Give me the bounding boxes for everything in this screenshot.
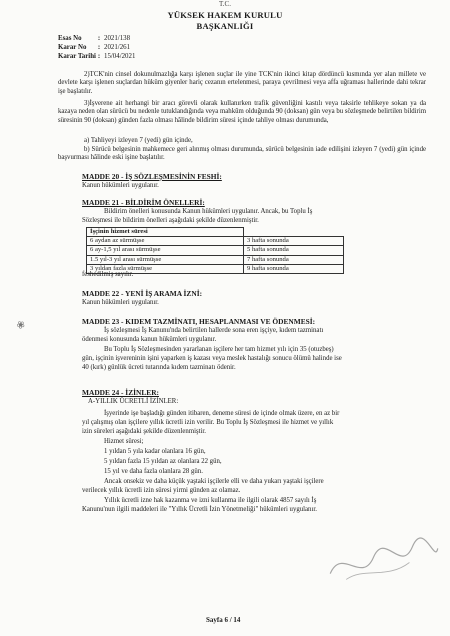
madde-21-line-2: Sözleşmesi ile bildirim önelleri aşağıdaki şekilde düzenlenmiştir. [82, 217, 259, 224]
table-row [87, 246, 344, 255]
header-subtitle: BAŞKANLIĞI [196, 21, 254, 31]
madde-22-body: Kanun hükümleri uygulanır. [82, 299, 159, 306]
madde-24-line-9: verilecek yıllık ücretli izin süresi yirmi günden az olamaz. [82, 487, 241, 494]
table-cell-service: 6 aydan az sürmüşse [87, 237, 244, 246]
header-title: YÜKSEK HAKEM KURULU [167, 10, 283, 20]
meta-value: 2021/261 [104, 44, 131, 51]
table-cell-service: 3 yıldan fazla sürmüşse [87, 264, 244, 273]
table-cell-service: 1.5 yıl-3 yıl arası sürmüşse [87, 255, 244, 264]
madde-24-line-5: 1 yıldan 5 yıla kadar olanlara 16 gün, [104, 448, 206, 455]
table-cell-notice: 9 hafta sonunda [244, 264, 344, 273]
meta-key: Karar No [58, 44, 87, 51]
madde-24-line-10: Yıllık ücretli izne hak kazanma ve izni kullanma ile ilgili olarak 4857 sayılı İş [104, 497, 317, 504]
madde-21-title: MADDE 21 - BİLDİRİM ÖNELLERİ: [82, 198, 205, 207]
madde-24-line-4: Hizmet süresi; [104, 438, 144, 445]
meta-value: 2021/138 [104, 35, 131, 42]
madde-24-line-11: Kanunu'nun ilgili maddeleri ile "Yıllık Ücretli İzin Yönetmeliği" hükümleri uygulanır. [82, 506, 317, 513]
table-row [87, 255, 344, 264]
table-cell-notice: 3 hafta sonunda [244, 237, 344, 246]
madde-24-line-6: 5 yıldan fazla 15 yıldan az olanlara 22 gün, [104, 458, 222, 465]
madde-24-title: MADDE 24 - İZİNLER: [82, 388, 159, 397]
signature-scribble [321, 528, 447, 594]
header-tc: T.C. [219, 0, 231, 8]
madde-23-line-5: 40 (kırk) günlük ücreti tutarında kıdem tazminatı ödenir. [82, 364, 236, 371]
table-cell-notice: 5 hafta sonunda [244, 246, 344, 255]
madde-24-line-7: 15 yıl ve daha fazla olanlara 28 gün. [104, 468, 203, 475]
meta-value: 15/04/2021 [104, 53, 136, 60]
madde-24-line-2: yıl çalışmış olan işçilere yıllık ücretli izin verilir. Bu Toplu İş Sözleşmesi ile hizmet ve yıllık [82, 419, 334, 426]
meta-key: Karar Tarihi [58, 53, 96, 60]
table-header-row [87, 228, 344, 237]
madde-23-line-2: ödenmesi konusunda kanun hükümleri uygulanır. [82, 336, 217, 343]
meta-key: Esas No [58, 35, 82, 42]
madde-21-after-table: feshedilmiş sayılır. [82, 271, 134, 278]
meta-row-tarih: Karar Tarihi : 15/04/2021 [58, 53, 136, 60]
table-row [87, 237, 344, 246]
paragraph-3a: a) Tahliyeyi izleyen 7 (yedi) gün içinde, [84, 137, 193, 144]
madde-22-title: MADDE 22 - YENİ İŞ ARAMA İZNİ: [82, 289, 203, 298]
table-header-cell: İşçinin hizmet süresi [87, 228, 244, 237]
page-number: Sayfa 6 / 14 [206, 616, 241, 624]
paragraph-3: 3)İşverene ait herhangi bir aracı görevli olarak kullanırken trafik güvenliğini kastılı veya taksirle tehlikeye sokan ya da kazaya neden olan sürücü bu nedenle tutuklandığında veya mahkûm olduğunda 90 (doksan) gün veya bu sözleşmede belirtilen bildirim süresinin 90 (doksan) günden fazla olması hâlinde bildirim süresi içinde tahliye olması durumunda, [58, 100, 426, 124]
madde-24-subtitle: A-YILLIK ÜCRETLİ İZİNLER: [88, 398, 179, 405]
paragraph-3b: b) Sürücü belgesinin mahkemece geri alınmış olması durumunda, sürücü belgesinin iade edilişini izleyen 7 (yedi) gün içinde başvurması hâlinde eski işine başlatılır. [58, 146, 426, 162]
table-cell-service: 6 ay-1,5 yıl arası sürmüşse [87, 246, 244, 255]
madde-20-body: Kanun hükümleri uygulanır. [82, 182, 159, 189]
madde-23-line-1: İş sözleşmesi İş Kanunu'nda belirtilen hallerde sona eren işçiye, kıdem tazminatı [104, 327, 324, 334]
paragraph-2: 2)TCK'nin cinsel dokunulmazlığa karşı işlenen suçlar ile yine TCK'nin ikinci kitap dördüncü kısmında yer alan millete ve devlete karşı işlenen suçlardan hüküm giyenler hariç cezanın ertelenmesi, paraya çevrilmesi veya affa uğraması hallerinde dahi tekrar işe başlatılır. [58, 71, 426, 95]
table-cell-notice: 7 hafta sonunda [244, 255, 344, 264]
notice-period-table [86, 227, 344, 274]
madde-24-line-8: Ancak onsekiz ve daha küçük yaştaki işçilerle elli ve daha yukarı yaştaki işçilere [104, 478, 324, 485]
meta-row-karar: Karar No : 2021/261 [58, 44, 131, 51]
madde-20-title: MADDE 20 - İŞ SÖZLEŞMESİNİN FESHİ: [82, 172, 222, 181]
madde-21-line-1: Bildirim önelleri konusunda Kanun hükümleri uygulanır. Ancak, bu Toplu İş [104, 208, 313, 215]
madde-23-line-3: Bu Toplu İş Sözleşmesinden yararlanan işçilere her tam hizmet yılı için 35 (otuzbeş) [104, 346, 334, 353]
meta-row-esas: Esas No : 2021/138 [58, 35, 131, 42]
madde-23-title: MADDE 23 - KIDEM TAZMİNATI, HESAPLANMASI VE ÖDENMESİ: [82, 317, 316, 326]
madde-23-line-4: gün, işçinin işvereninin işini yaparken iş kazası veya meslek hastalığı sonucu ölümü halinde ise [82, 355, 342, 362]
margin-mark-icon: ❀ [14, 318, 28, 333]
madde-24-line-1: İşyerinde işe başladığı günden itibaren, deneme süresi de içinde olmak üzere, en az bir [104, 410, 340, 417]
madde-24-line-3: izin süreleri aşağıdaki şekilde düzenlenmiştir. [82, 428, 207, 435]
